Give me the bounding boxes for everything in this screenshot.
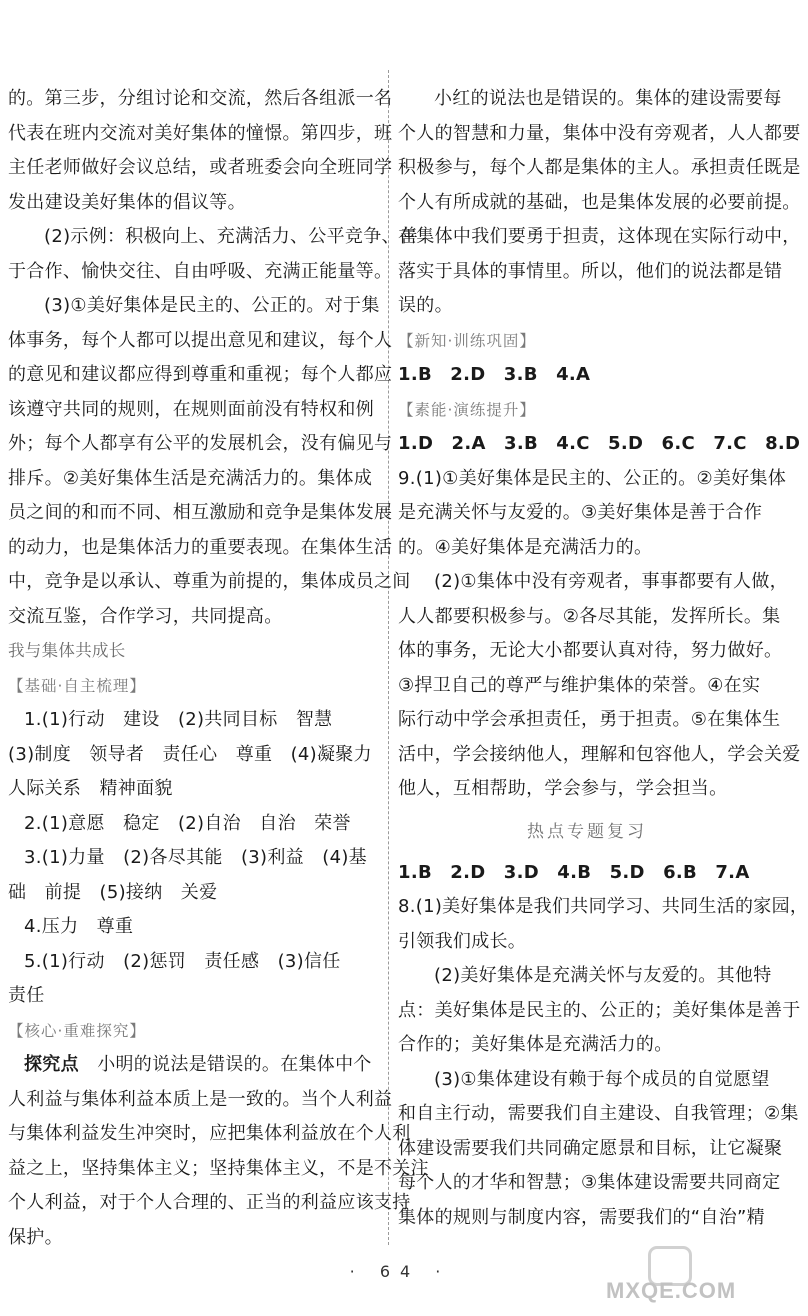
text-line: 排斥。②美好集体生活是充满活力的。集体成 <box>8 467 373 489</box>
text-line: 集体的规则与制度内容，需要我们的“自治”精 <box>398 1206 765 1228</box>
text-line: (2)示例：积极向上、充满活力、公平竞争、善 <box>44 226 419 247</box>
text-line: 益之上，坚持集体主义；坚持集体主义，不是不关注 <box>8 1157 429 1179</box>
section-tag: 【基础·自主梳理】 <box>8 676 146 695</box>
text-line: 人人都要积极参与。②各尽其能，发挥所长。集 <box>398 605 781 627</box>
text-line: 的。④美好集体是充满活力的。 <box>398 536 653 558</box>
text-line: 保护。 <box>8 1226 63 1248</box>
answer-line: 人际关系 精神面貌 <box>8 778 173 799</box>
section-title: 热点专题复习 <box>527 821 647 842</box>
text-line: 的动力，也是集体活力的重要表现。在集体生活 <box>8 536 393 558</box>
text-line: 中，竞争是以承认、尊重为前提的，集体成员之间 <box>8 571 411 592</box>
answer-line: 1.D 2.A 3.B 4.C 5.D 6.C 7.C 8.D <box>398 433 801 454</box>
text-line: 于合作、愉快交往、自由呼吸、充满正能量等。 <box>8 260 393 282</box>
text-line: 体的事务，无论大小都要认真对待，努力做好。 <box>398 640 783 661</box>
answer-line: 2.(1)意愿 稳定 (2)自治 自治 荣誉 <box>24 812 351 834</box>
text-line <box>8 1048 384 1083</box>
text-line: 交流互鉴，合作学习，共同提高。 <box>8 605 283 627</box>
answer-line: 4.压力 尊重 <box>24 916 134 937</box>
text-line: 和自主行动，需要我们自主建设、自我管理；②集 <box>398 1103 799 1124</box>
section-tag: 【新知·训练巩固】 <box>398 331 536 350</box>
text-line: 误的。 <box>398 295 453 316</box>
text-line: ③捍卫自己的尊严与维护集体的荣誉。④在实 <box>398 674 761 696</box>
text-line: 际行动中学会承担责任，勇于担责。⑤在集体生 <box>398 709 781 730</box>
text-line: 活中，学会接纳他人，理解和包容他人，学会关爱 <box>398 743 801 765</box>
answer-line: 1.(1)行动 建设 (2)共同目标 智慧 <box>24 709 333 730</box>
answer-line: 责任 <box>8 985 45 1006</box>
text-line: 体事务，每个人都可以提出意见和建议，每个人 <box>8 329 393 351</box>
text-line: (2)①集体中没有旁观者，事事都要有人做， <box>434 571 788 592</box>
text-line: 落实于具体的事情里。所以，他们的说法都是错 <box>398 260 783 282</box>
text-line: 他人，互相帮助，学会参与，学会担当。 <box>398 778 728 799</box>
section-tag: 【核心·重难探究】 <box>8 1021 146 1040</box>
page-number: · 64 · <box>349 1262 451 1281</box>
text-line: 点：美好集体是民主的、公正的；美好集体是善于 <box>398 999 801 1021</box>
text-line: 9.(1)①美好集体是民主的、公正的。②美好集体 <box>398 467 787 489</box>
text-line: 引领我们成长。 <box>398 930 527 952</box>
text-line: 发出建设美好集体的倡议等。 <box>8 191 246 213</box>
text-line: 主任老师做好会议总结，或者班委会向全班同学 <box>8 157 393 178</box>
text-line: 积极参与，每个人都是集体的主人。承担责任既是 <box>398 157 801 178</box>
text-line: 代表在班内交流对美好集体的憧憬。第四步，班 <box>8 122 393 144</box>
text-line: 每个人的才华和智慧；③集体建设需要共同商定 <box>398 1172 781 1193</box>
answer-line: 3.(1)力量 (2)各尽其能 (3)利益 (4)基 <box>24 847 367 868</box>
text-line: 与集体利益发生冲突时，应把集体利益放在个人利 <box>8 1123 411 1144</box>
answer-line: 础 前提 (5)接纳 关爱 <box>8 881 218 903</box>
left-column <box>8 82 429 1255</box>
watermark-text: MXQE.COM <box>606 1278 737 1303</box>
text-line: 在集体中我们要勇于担责，这体现在实际行动中， <box>398 226 801 247</box>
section-title: 我与集体共成长 <box>8 641 126 660</box>
answer-line: 1.B 2.D 3.B 4.A <box>398 364 591 385</box>
answer-line: (3)制度 领导者 责任心 尊重 (4)凝聚力 <box>8 743 372 765</box>
text-line: 人利益与集体利益本质上是一致的。当个人利益 <box>8 1088 393 1110</box>
inquiry-text: 小明的说法是错误的。在集体中个 <box>78 1054 372 1075</box>
text-line: 体建设需要我们共同确定愿景和目标，让它凝聚 <box>398 1137 783 1159</box>
text-line: (3)①美好集体是民主的、公正的。对于集 <box>44 295 380 316</box>
text-line: 外；每个人都享有公平的发展机会，没有偏见与 <box>8 433 393 454</box>
text-line: 8.(1)美好集体是我们共同学习、共同生活的家园， <box>398 896 808 917</box>
text-line: 小红的说法也是错误的。集体的建设需要每 <box>434 88 782 109</box>
text-line: 的意见和建议都应得到尊重和重视；每个人都应 <box>8 364 393 385</box>
section-tag: 【素能·演练提升】 <box>398 400 536 419</box>
answer-line: 1.B 2.D 3.D 4.B 5.D 6.B 7.A <box>398 861 750 883</box>
text-line: 个人有所成就的基础，也是集体发展的必要前提。 <box>398 191 801 213</box>
page-number-value: 64 <box>379 1262 421 1281</box>
answer-line: 5.(1)行动 (2)惩罚 责任感 (3)信任 <box>24 950 341 972</box>
text-line: 个人利益，对于个人合理的、正当的利益应该支持 <box>8 1192 411 1213</box>
text-line: (3)①集体建设有赖于每个成员的自觉愿望 <box>434 1068 770 1090</box>
text-line: (2)美好集体是充满关怀与友爱的。其他特 <box>434 965 772 986</box>
text-line: 该遵守共同的规则，在规则面前没有特权和例 <box>8 398 374 420</box>
text-line: 员之间的和而不同、相互激励和竞争是集体发展 <box>8 502 393 523</box>
right-column <box>398 82 808 1235</box>
text-line: 是充满关怀与友爱的。③美好集体是善于合作 <box>398 502 763 523</box>
inquiry-label: 探究点 <box>24 1054 79 1075</box>
text-line: 合作的；美好集体是充满活力的。 <box>398 1034 673 1055</box>
text-line: 个人的智慧和力量，集体中没有旁观者，人人都要 <box>398 122 801 144</box>
text-line: 的。第三步，分组讨论和交流，然后各组派一名 <box>8 88 393 109</box>
